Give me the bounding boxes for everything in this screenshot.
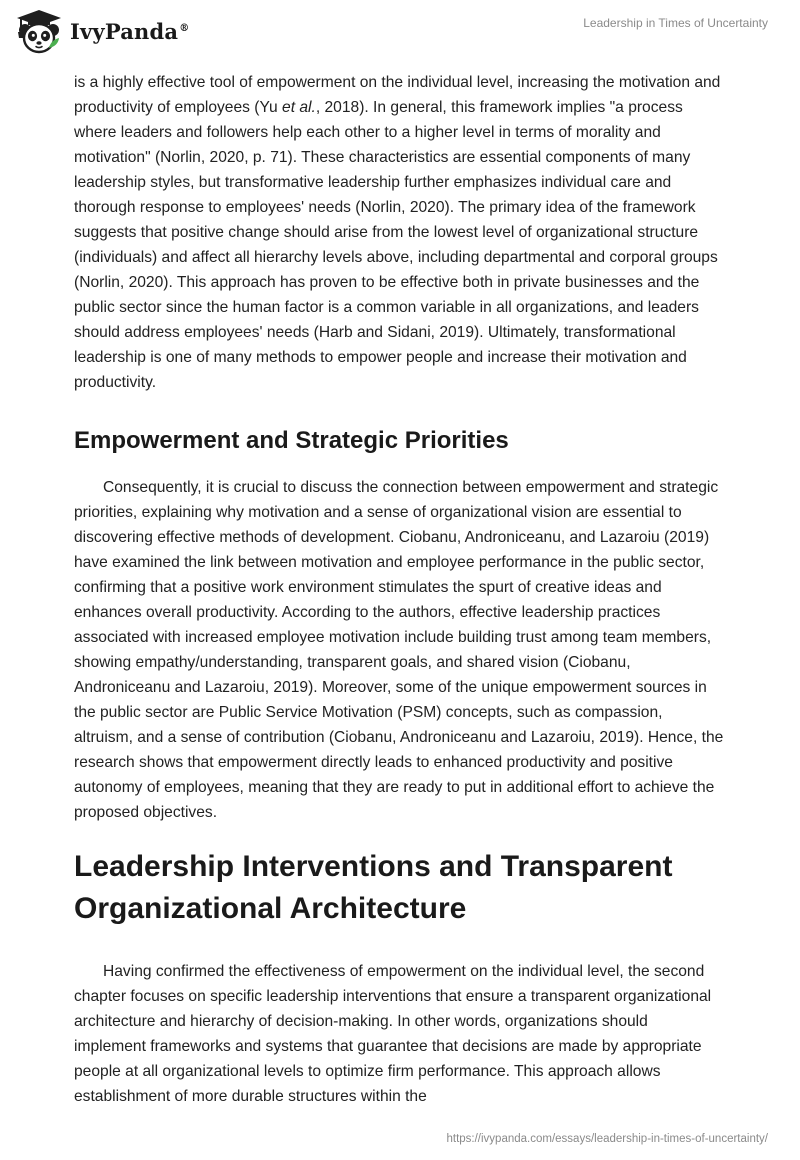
essay-content (74, 70, 724, 1109)
panda-graduate-icon (14, 8, 64, 54)
paragraph-empowerment: Consequently, it is crucial to discuss the connection between empowerment and strategic priorities, explaining why motivation and a sense of organizational vision are essential to discovering effective methods of development. Ciobanu, Androniceanu, and Lazaroiu (2019) have examined the link between motivation and employee performance in the public sector, confirming that a positive work environment stimulates the spurt of creative ideas and enhances overall productivity. According to the authors, effective leadership practices associated with increased employee motivation include building trust among team members, showing empathy/understanding, transparent goals, and shared vision (Ciobanu, Androniceanu and Lazaroiu, 2019). Moreover, some of the unique empowerment sources in the public sector are Public Service Motivation (PSM) concepts, such as compassion, altruism, and a sense of contribution (Ciobanu, Androniceanu and Lazaroiu, 2019). Hence, the research shows that empowerment directly leads to enhanced productivity and positive autonomy of employees, meaning that they are ready to put in additional effort to achieve the proposed objectives. (74, 479, 724, 821)
logo-wordmark: IvyPanda® (70, 18, 190, 44)
ivypanda-logo[interactable] (14, 8, 189, 54)
page-header (0, 0, 800, 62)
source-url[interactable]: https://ivypanda.com/essays/leadership-in-times-of-uncertainty/ (446, 1133, 768, 1145)
paragraph-leadership: Having confirmed the effectiveness of empowerment on the individual level, the second chapter focuses on specific leadership interventions that ensure a transparent organizational architecture and hierarchy of decision-making. In other words, organizations should implement frameworks and systems that guarantee that decisions are made by appropriate people at all organizational levels to optimize firm performance. This approach allows establishment of more durable structures within the (74, 963, 712, 1105)
document-title: Leadership in Times of Uncertainty (583, 16, 768, 30)
heading-empowerment: Empowerment and Strategic Priorities (74, 427, 509, 454)
heading-leadership-interventions: Leadership Interventions and Transparent Organizational Architecture (74, 850, 673, 925)
paragraph-intro: is a highly effective tool of empowerment on the individual level, increasing the motivation and productivity of employees (Yu et al., 2018). In general, this framework implies "a process where leaders and followers help each other to a higher level in terms of morality and motivation" (Norlin, 2020, p. 71). These characteristics are essential components of many leadership styles, but transformative leadership further emphasizes individual care and thorough response to employees' needs (Norlin, 2020). The primary idea of the framework suggests that positive change should arise from the lowest level of organizational structure (individuals) and affect all hierarchy levels above, including departmental and corporal groups (Norlin, 2020). This approach has proven to be effective both in private businesses and the public sector since the human factor is a common variable in all organizations, and leaders should address employees' needs (Harb and Sidani, 2019). Ultimately, transformational leadership is one of many methods to empower people and increase their motivation and productivity. (74, 74, 721, 391)
